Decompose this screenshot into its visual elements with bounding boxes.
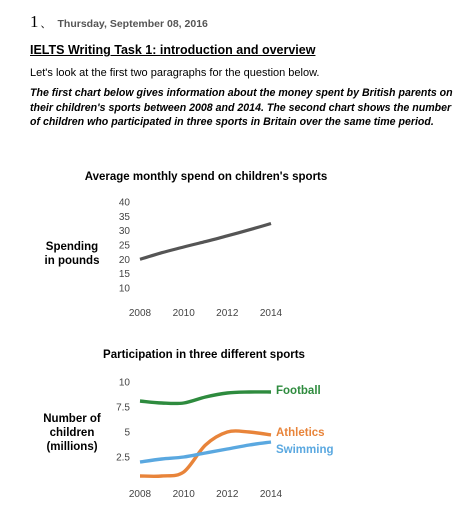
y-tick-label: 10 xyxy=(118,377,130,389)
x-tick-label: 2012 xyxy=(216,308,239,319)
chart-title: Average monthly spend on children's sports xyxy=(84,171,328,183)
series-lines xyxy=(140,224,271,260)
x-tick-label: 2010 xyxy=(172,489,195,500)
legend-swimming: Swimming xyxy=(276,444,334,456)
x-tick-label: 2008 xyxy=(128,489,152,500)
legend-football: Football xyxy=(276,385,321,397)
document-header xyxy=(30,12,208,32)
participation-chart xyxy=(0,340,463,508)
football-line xyxy=(140,392,271,404)
spending-line xyxy=(140,224,271,260)
x-tick-label: 2012 xyxy=(216,489,239,500)
y-axis-label-line: in pounds xyxy=(44,255,100,267)
y-tick-label: 20 xyxy=(118,254,130,266)
y-tick-label: 2.5 xyxy=(116,452,130,464)
question-text: The first chart below gives information about the money spent by British parents on their children's sports between 2008 and 2014. The second chart shows the number of children who participated in three sports in Britain over the same time period. xyxy=(30,87,453,128)
x-tick-label: 2008 xyxy=(128,308,152,319)
y-tick-label: 40 xyxy=(118,197,130,209)
chart-title: Participation in three different sports xyxy=(103,349,305,361)
y-axis-label-line: (millions) xyxy=(46,441,98,453)
y-axis-label-line: children xyxy=(49,427,95,439)
y-tick-label: 15 xyxy=(118,269,130,281)
y-tick-label: 25 xyxy=(118,240,130,252)
y-tick-label: 10 xyxy=(118,283,130,295)
y-axis-label-line: Spending xyxy=(45,241,99,253)
x-tick-label: 2014 xyxy=(259,489,283,500)
y-axis-label-line: Number of xyxy=(43,413,101,425)
header-date: Thursday, September 08, 2016 xyxy=(57,18,208,30)
x-tick-labels xyxy=(129,489,283,500)
y-tick-label: 30 xyxy=(118,226,130,238)
y-tick-label: 35 xyxy=(118,211,130,223)
page-number: 1 xyxy=(30,12,39,31)
y-tick-label: 5 xyxy=(124,427,130,439)
y-tick-label: 7.5 xyxy=(116,402,130,414)
x-tick-label: 2010 xyxy=(172,308,195,319)
y-axis-label xyxy=(43,413,101,453)
x-tick-labels xyxy=(129,308,283,319)
x-tick-label: 2014 xyxy=(259,308,283,319)
series-lines xyxy=(140,392,271,476)
y-tick-labels xyxy=(116,378,130,464)
y-axis-label xyxy=(45,241,100,267)
intro-text: Let's look at the first two paragraphs for the question below. xyxy=(30,67,320,79)
document-title: IELTS Writing Task 1: introduction and overview xyxy=(30,43,316,57)
legend-athletics: Athletics xyxy=(276,427,325,439)
legend xyxy=(276,385,334,456)
spending-chart xyxy=(0,160,463,330)
header-separator: 、 xyxy=(40,18,52,30)
y-tick-labels xyxy=(119,198,131,295)
